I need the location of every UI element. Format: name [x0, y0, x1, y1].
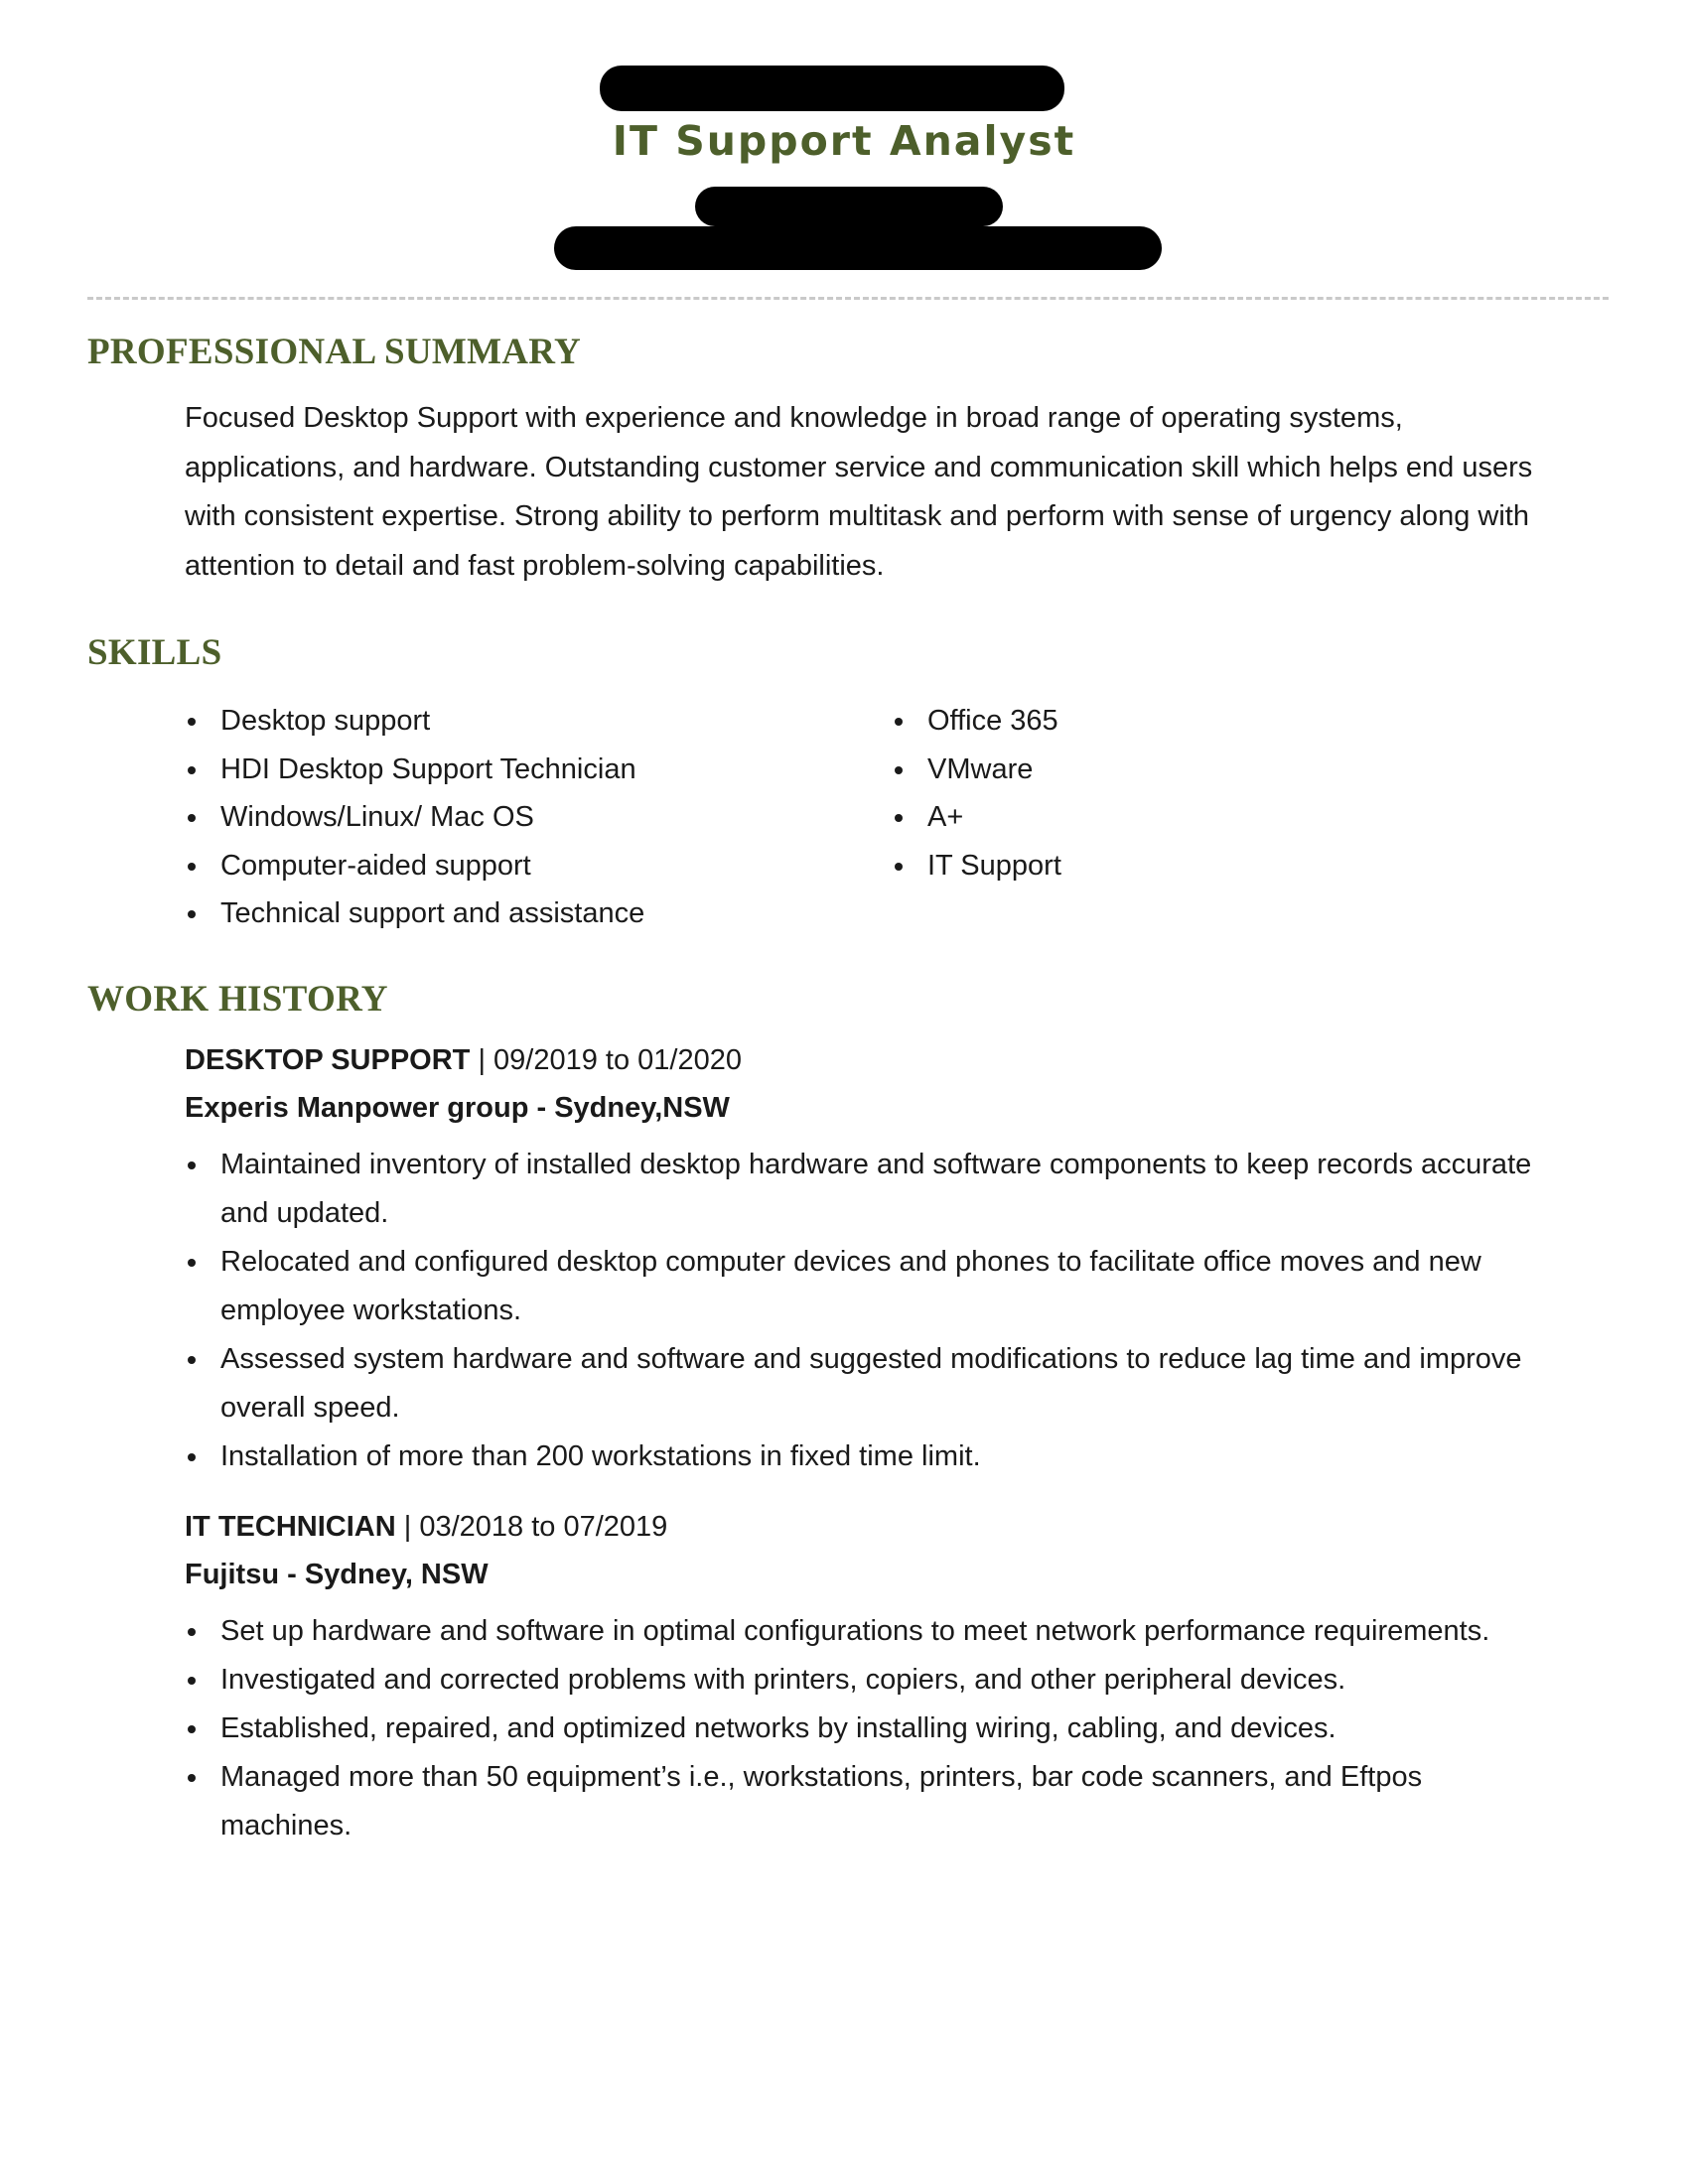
job-bullet: Relocated and configured desktop computer devices and phones to facilitate office moves and new employee workstations.	[185, 1238, 1555, 1335]
work-history-heading: WORK HISTORY	[87, 979, 388, 1020]
job-dates: 03/2018 to 07/2019	[419, 1511, 668, 1543]
job-bullet: Maintained inventory of installed desktop hardware and software components to keep records accurate and updated.	[185, 1141, 1555, 1238]
job-role: DESKTOP SUPPORT	[185, 1044, 471, 1076]
skill-item: A+	[892, 793, 1061, 842]
job-company: Experis Manpower group - Sydney,NSW	[185, 1092, 730, 1124]
job-bullet: Managed more than 50 equipment’s i.e., workstations, printers, bar code scanners, and Eftpos machines.	[185, 1753, 1555, 1850]
job-company: Fujitsu - Sydney, NSW	[185, 1559, 489, 1590]
job-bullet: Set up hardware and software in optimal configurations to meet network performance requirements.	[185, 1607, 1555, 1656]
job-dates: 09/2019 to 01/2020	[493, 1044, 743, 1076]
skill-item: IT Support	[892, 842, 1061, 890]
skill-item: Desktop support	[185, 697, 644, 746]
job-role: IT TECHNICIAN	[185, 1511, 396, 1543]
job-separator: |	[395, 1511, 420, 1543]
redacted-contact-line-1	[695, 187, 1003, 226]
job-title-line	[185, 1044, 742, 1077]
job-bullets	[185, 1141, 1555, 1481]
redacted-contact-line-2	[554, 226, 1162, 270]
skill-item: Office 365	[892, 697, 1061, 746]
redacted-name	[600, 66, 1064, 111]
skill-item: HDI Desktop Support Technician	[185, 746, 644, 794]
skill-item: VMware	[892, 746, 1061, 794]
summary-text: Focused Desktop Support with experience and knowledge in broad range of operating systems, applications, and hardware. Outstanding customer service and communication skill which helps end users with consistent expertise. Strong ability to perform multitask and perform with sense of urgency along with attention to detail and fast problem-solving capabilities.	[185, 402, 1533, 582]
header-divider	[87, 297, 1609, 300]
skills-list-right	[892, 697, 1061, 889]
job-title-line	[185, 1511, 667, 1544]
job-bullet: Established, repaired, and optimized networks by installing wiring, cabling, and devices.	[185, 1705, 1555, 1753]
job-separator: |	[470, 1044, 494, 1076]
summary-heading: PROFESSIONAL SUMMARY	[87, 332, 582, 372]
job-title: IT Support Analyst	[612, 117, 1076, 165]
job-bullet: Investigated and corrected problems with printers, copiers, and other peripheral devices.	[185, 1656, 1555, 1705]
skill-item: Computer-aided support	[185, 842, 644, 890]
skills-heading: SKILLS	[87, 632, 222, 673]
skill-item: Windows/Linux/ Mac OS	[185, 793, 644, 842]
job-bullet: Installation of more than 200 workstations in fixed time limit.	[185, 1433, 1555, 1481]
skill-item: Technical support and assistance	[185, 889, 644, 938]
job-bullet: Assessed system hardware and software and suggested modifications to reduce lag time and improve overall speed.	[185, 1335, 1555, 1433]
job-bullets	[185, 1607, 1555, 1850]
skills-list-left	[185, 697, 644, 938]
